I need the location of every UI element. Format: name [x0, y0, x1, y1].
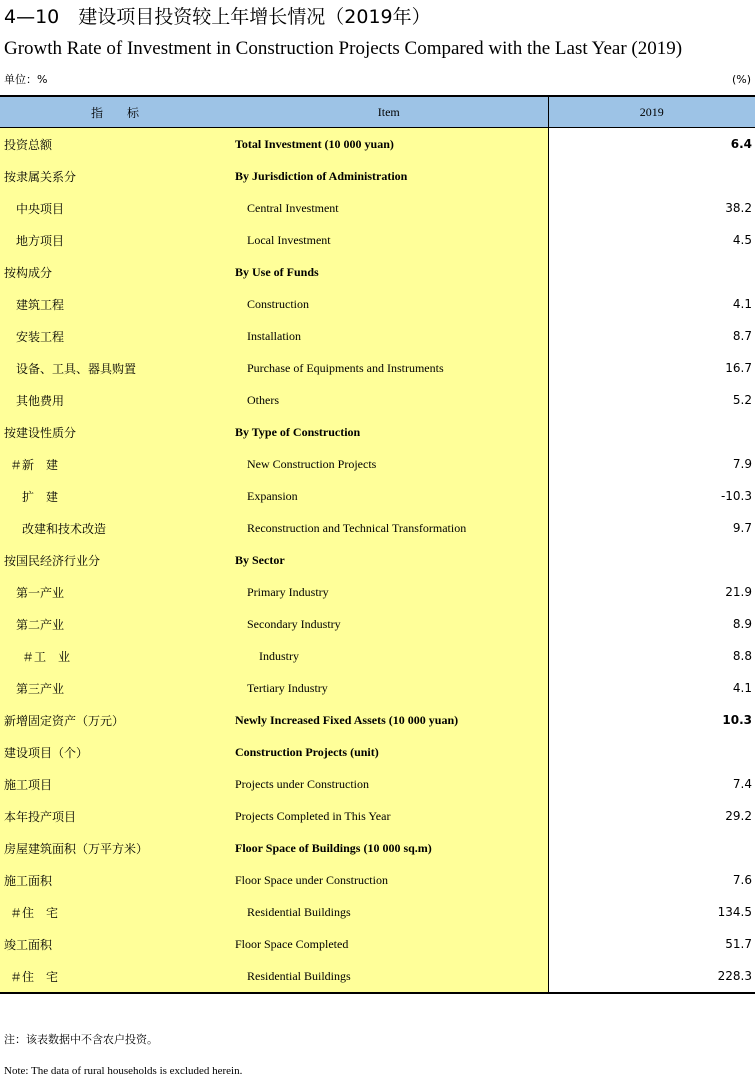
- value-2019: 8.8: [548, 640, 755, 672]
- value-2019: 7.9: [548, 448, 755, 480]
- value-2019: 8.9: [548, 608, 755, 640]
- value-2019: [548, 832, 755, 864]
- indicator-cn: 第二产业: [0, 608, 230, 640]
- item-en: Floor Space of Buildings (10 000 sq.m): [230, 832, 548, 864]
- table-row: [0, 544, 755, 576]
- value-2019: [548, 544, 755, 576]
- value-2019: 29.2: [548, 800, 755, 832]
- value-2019: 4.1: [548, 288, 755, 320]
- indicator-cn: 其他费用: [0, 384, 230, 416]
- indicator-cn: 投资总额: [0, 128, 230, 161]
- unit-label-cn: 单位：%: [4, 73, 48, 86]
- table-row: [0, 704, 755, 736]
- item-en: By Jurisdiction of Administration: [230, 160, 548, 192]
- indicator-cn: 建筑工程: [0, 288, 230, 320]
- table-row: [0, 640, 755, 672]
- indicator-cn: 施工项目: [0, 768, 230, 800]
- item-en: Industry: [230, 640, 548, 672]
- table-row: [0, 800, 755, 832]
- item-en: Projects under Construction: [230, 768, 548, 800]
- indicator-cn: ＃工 业: [0, 640, 230, 672]
- indicator-cn: 本年投产项目: [0, 800, 230, 832]
- table-row: [0, 608, 755, 640]
- value-2019: 38.2: [548, 192, 755, 224]
- item-en: Primary Industry: [230, 576, 548, 608]
- indicator-cn: 按建设性质分: [0, 416, 230, 448]
- value-2019: 51.7: [548, 928, 755, 960]
- indicator-cn: 设备、工具、器具购置: [0, 352, 230, 384]
- table-row: [0, 736, 755, 768]
- item-en: Installation: [230, 320, 548, 352]
- table-body: [0, 128, 755, 994]
- table-row: [0, 288, 755, 320]
- table-row: [0, 960, 755, 993]
- value-2019: 16.7: [548, 352, 755, 384]
- table-row: [0, 576, 755, 608]
- item-en: Construction: [230, 288, 548, 320]
- item-en: Floor Space under Construction: [230, 864, 548, 896]
- table-row: [0, 512, 755, 544]
- value-2019: 4.5: [548, 224, 755, 256]
- item-en: Expansion: [230, 480, 548, 512]
- indicator-cn: 第一产业: [0, 576, 230, 608]
- value-2019: [548, 416, 755, 448]
- table-row: [0, 256, 755, 288]
- table-row: [0, 672, 755, 704]
- table-row: [0, 192, 755, 224]
- value-2019: 6.4: [548, 128, 755, 161]
- value-2019: 5.2: [548, 384, 755, 416]
- value-2019: 4.1: [548, 672, 755, 704]
- investment-table: [0, 95, 755, 994]
- header-year: 2019: [548, 96, 755, 128]
- indicator-cn: 房屋建筑面积（万平方米）: [0, 832, 230, 864]
- indicator-cn: 按隶属关系分: [0, 160, 230, 192]
- value-2019: 8.7: [548, 320, 755, 352]
- page-title-en: Growth Rate of Investment in Construction Projects Compared with the Last Year (2019): [4, 38, 683, 59]
- table-row: [0, 352, 755, 384]
- table-row: [0, 416, 755, 448]
- footnote-cn: 注：该表数据中不含农户投资。: [4, 1033, 158, 1046]
- item-en: By Sector: [230, 544, 548, 576]
- item-en: Total Investment (10 000 yuan): [230, 128, 548, 161]
- indicator-cn: ＃新 建: [0, 448, 230, 480]
- indicator-cn: 建设项目（个）: [0, 736, 230, 768]
- indicator-cn: 新增固定资产（万元）: [0, 704, 230, 736]
- item-en: By Use of Funds: [230, 256, 548, 288]
- item-en: Central Investment: [230, 192, 548, 224]
- indicator-cn: 中央项目: [0, 192, 230, 224]
- value-2019: -10.3: [548, 480, 755, 512]
- table-row: [0, 224, 755, 256]
- table-row: [0, 128, 755, 161]
- table-row: [0, 768, 755, 800]
- value-2019: 7.6: [548, 864, 755, 896]
- item-en: Secondary Industry: [230, 608, 548, 640]
- value-2019: 7.4: [548, 768, 755, 800]
- indicator-cn: 竣工面积: [0, 928, 230, 960]
- unit-label-en: (%): [731, 73, 751, 86]
- indicator-cn: 安装工程: [0, 320, 230, 352]
- item-en: New Construction Projects: [230, 448, 548, 480]
- item-en: Projects Completed in This Year: [230, 800, 548, 832]
- table-row: [0, 864, 755, 896]
- item-en: Residential Buildings: [230, 960, 548, 993]
- item-en: Reconstruction and Technical Transformation: [230, 512, 548, 544]
- value-2019: [548, 160, 755, 192]
- table-row: [0, 448, 755, 480]
- value-2019: [548, 256, 755, 288]
- table-row: [0, 160, 755, 192]
- indicator-cn: 扩 建: [0, 480, 230, 512]
- table-row: [0, 832, 755, 864]
- table-row: [0, 896, 755, 928]
- indicator-cn: 按构成分: [0, 256, 230, 288]
- item-en: Construction Projects (unit): [230, 736, 548, 768]
- item-en: Newly Increased Fixed Assets (10 000 yuan): [230, 704, 548, 736]
- value-2019: 228.3: [548, 960, 755, 993]
- item-en: By Type of Construction: [230, 416, 548, 448]
- footnote-en: Note: The data of rural households is excluded herein.: [4, 1065, 243, 1077]
- item-en: Floor Space Completed: [230, 928, 548, 960]
- page-title-cn: 4—10 建设项目投资较上年增长情况（2019年）: [4, 6, 431, 28]
- indicator-cn: 施工面积: [0, 864, 230, 896]
- table-header-row: [0, 96, 755, 128]
- indicator-cn: 改建和技术改造: [0, 512, 230, 544]
- item-en: Local Investment: [230, 224, 548, 256]
- item-en: Tertiary Industry: [230, 672, 548, 704]
- header-indicator: 指 标: [0, 96, 230, 128]
- table-row: [0, 384, 755, 416]
- value-2019: 134.5: [548, 896, 755, 928]
- item-en: Others: [230, 384, 548, 416]
- table-row: [0, 480, 755, 512]
- value-2019: [548, 736, 755, 768]
- indicator-cn: 第三产业: [0, 672, 230, 704]
- item-en: Residential Buildings: [230, 896, 548, 928]
- indicator-cn: ＃住 宅: [0, 960, 230, 993]
- table-row: [0, 928, 755, 960]
- value-2019: 21.9: [548, 576, 755, 608]
- indicator-cn: ＃住 宅: [0, 896, 230, 928]
- indicator-cn: 地方项目: [0, 224, 230, 256]
- value-2019: 9.7: [548, 512, 755, 544]
- table-row: [0, 320, 755, 352]
- header-item: Item: [230, 96, 548, 128]
- item-en: Purchase of Equipments and Instruments: [230, 352, 548, 384]
- indicator-cn: 按国民经济行业分: [0, 544, 230, 576]
- value-2019: 10.3: [548, 704, 755, 736]
